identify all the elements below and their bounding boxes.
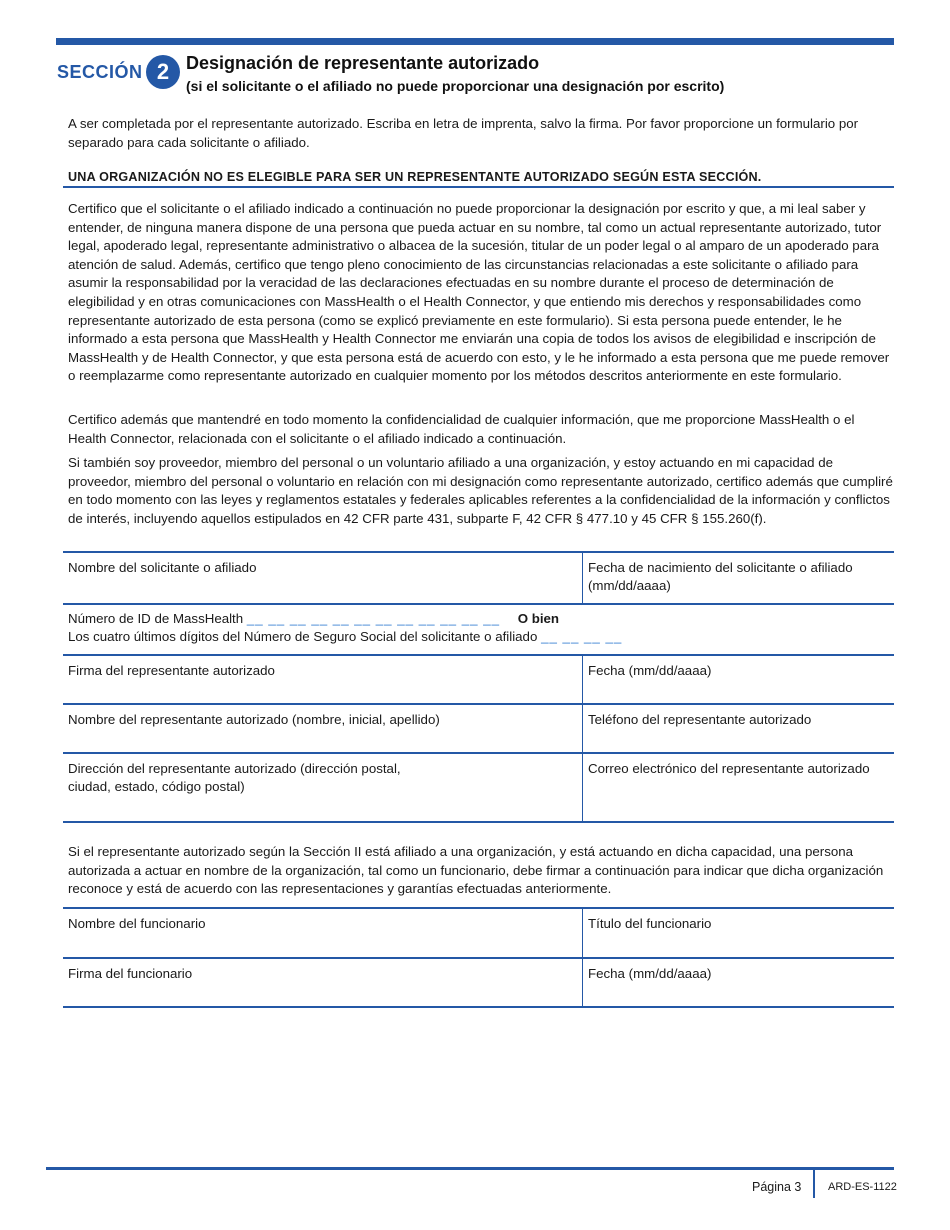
official-date-field[interactable]: Fecha (mm/dd/aaaa): [582, 959, 894, 1006]
table-row: [63, 959, 894, 1008]
table-row: [63, 605, 894, 656]
section-subtitle: (si el solicitante o el afiliado no puede proporcionar una designación por escrito): [186, 78, 725, 94]
rep-signature-date-field[interactable]: Fecha (mm/dd/aaaa): [582, 656, 894, 703]
warning-rule: [63, 186, 894, 188]
certification-paragraph-3: Si también soy proveedor, miembro del personal o un voluntario afiliado a una organización, y estoy actuando en mi capacidad de proveedor, miembro del personal o voluntario en relación con mi designación como representante autorizado, certifico además que cumpliré en todo momento con las leyes y reglamentos estatales y federales aplicables referentes a la confidencialidad de la información y conflictos de interés, incluyendo aquellos estipulados en 42 CFR parte 431, subparte F, 42 CFR § 477.10 y 45 CFR § 155.260(f).: [68, 455, 893, 526]
rep-address-field[interactable]: Dirección del representante autorizado (dirección postal, ciudad, estado, código postal): [68, 761, 401, 795]
masshealth-id-label: Número de ID de MassHealth: [68, 611, 244, 626]
official-name-field[interactable]: Nombre del funcionario: [68, 916, 206, 931]
section-label: SECCIÓN: [57, 62, 143, 82]
ssn-line: [68, 628, 889, 646]
ssn-label: Los cuatro últimos dígitos del Número de Seguro Social del solicitante o afiliado: [68, 629, 538, 645]
applicant-name-field[interactable]: Nombre del solicitante o afiliado: [68, 560, 257, 575]
id-ssn-field[interactable]: [63, 605, 894, 654]
official-title-field[interactable]: Título del funcionario: [582, 909, 894, 957]
representative-form-table: [63, 551, 894, 823]
rep-email-field[interactable]: Correo electrónico del representante autorizado: [582, 754, 894, 821]
table-row: [63, 553, 894, 605]
official-instructions: Si el representante autorizado según la Sección II está afiliado a una organización, y está actuando en dicha capacidad, una persona autorizada a actuar en nombre de la organización, tal como un funcionario, debe firmar a continuación para indicar que dicha organización reconoce y está de acuerdo con las representaciones y garantías efectuadas anteriormente.: [68, 844, 884, 897]
page-number: Página 3: [752, 1180, 802, 1194]
section-top-rule: [56, 38, 894, 45]
rep-signature-field[interactable]: Firma del representante autorizado: [68, 663, 275, 678]
table-row: [63, 705, 894, 754]
masshealth-id-blanks[interactable]: __ __ __ __ __ __ __ __ __ __ __ __: [246, 611, 500, 626]
ssn-blanks[interactable]: __ __ __ __: [541, 629, 623, 645]
section-number-badge: 2: [146, 55, 180, 89]
footer-divider: [813, 1170, 815, 1198]
official-form-table: [63, 907, 894, 1008]
section-title: Designación de representante autorizado: [186, 53, 540, 73]
eligibility-warning: UNA ORGANIZACIÓN NO ES ELEGIBLE PARA SER UN REPRESENTANTE AUTORIZADO SEGÚN ESTA SECCIÓN.: [68, 170, 762, 184]
footer-rule: [46, 1167, 894, 1170]
or-label: O bien: [517, 611, 560, 626]
intro-text: A ser completada por el representante autorizado. Escriba en letra de imprenta, salvo la firma. Por favor proporcione un formulario por separado para cada solicitante o afiliado.: [68, 116, 859, 150]
masshealth-id-line: [68, 610, 889, 628]
rep-name-field[interactable]: Nombre del representante autorizado (nombre, inicial, apellido): [68, 712, 440, 727]
table-row: [63, 909, 894, 959]
certification-paragraph-1: Certifico que el solicitante o el afiliado indicado a continuación no puede proporcionar la designación por escrito y que, a mi leal saber y entender, de ninguna manera dispone de una persona que pueda actuar en su nombre, tal como un actual representante autorizado, tutor legal, apoderado legal, representante administrativo o albacea de la sucesión, titular de un poder legal o al amparo de un apoderado para atención de salud. Además, certifico que tengo pleno conocimiento de las circunstancias relacionadas a este solicitante o afiliado para asumir la responsabilidad por la veracidad de las declaraciones efectuadas en su nombre durante el proceso de determinación de elegibilidad y en otras comunicaciones con MassHealth o el Health Connector, y que entiendo mis derechos y responsabilidades como representante autorizado de esta persona (como se explicó previamente en este formulario). Si esta persona puede entender, le he informado a esta persona que MassHealth y Health Connector me enviarán una copia de todos los avisos de elegibilidad e inscripción de MassHealth y de Health Connector, y que esta persona está de acuerdo con esto, y le he informado a esta persona que me puede remover o reemplazarme como representante autorizado en cualquier momento por los métodos descritos anteriormente en este formulario.: [68, 201, 890, 384]
certification-paragraph-2: Certifico además que mantendré en todo momento la confidencialidad de cualquier información, que me proporcione MassHealth o el Health Connector, relacionada con el solicitante o el afiliado indicado a continuación.: [68, 412, 855, 446]
table-row: [63, 754, 894, 823]
form-code: ARD-ES-1122: [828, 1181, 897, 1193]
table-row: [63, 656, 894, 705]
applicant-dob-field[interactable]: Fecha de nacimiento del solicitante o afiliado (mm/dd/aaaa): [582, 553, 894, 603]
official-signature-field[interactable]: Firma del funcionario: [68, 966, 193, 981]
rep-phone-field[interactable]: Teléfono del representante autorizado: [582, 705, 894, 752]
